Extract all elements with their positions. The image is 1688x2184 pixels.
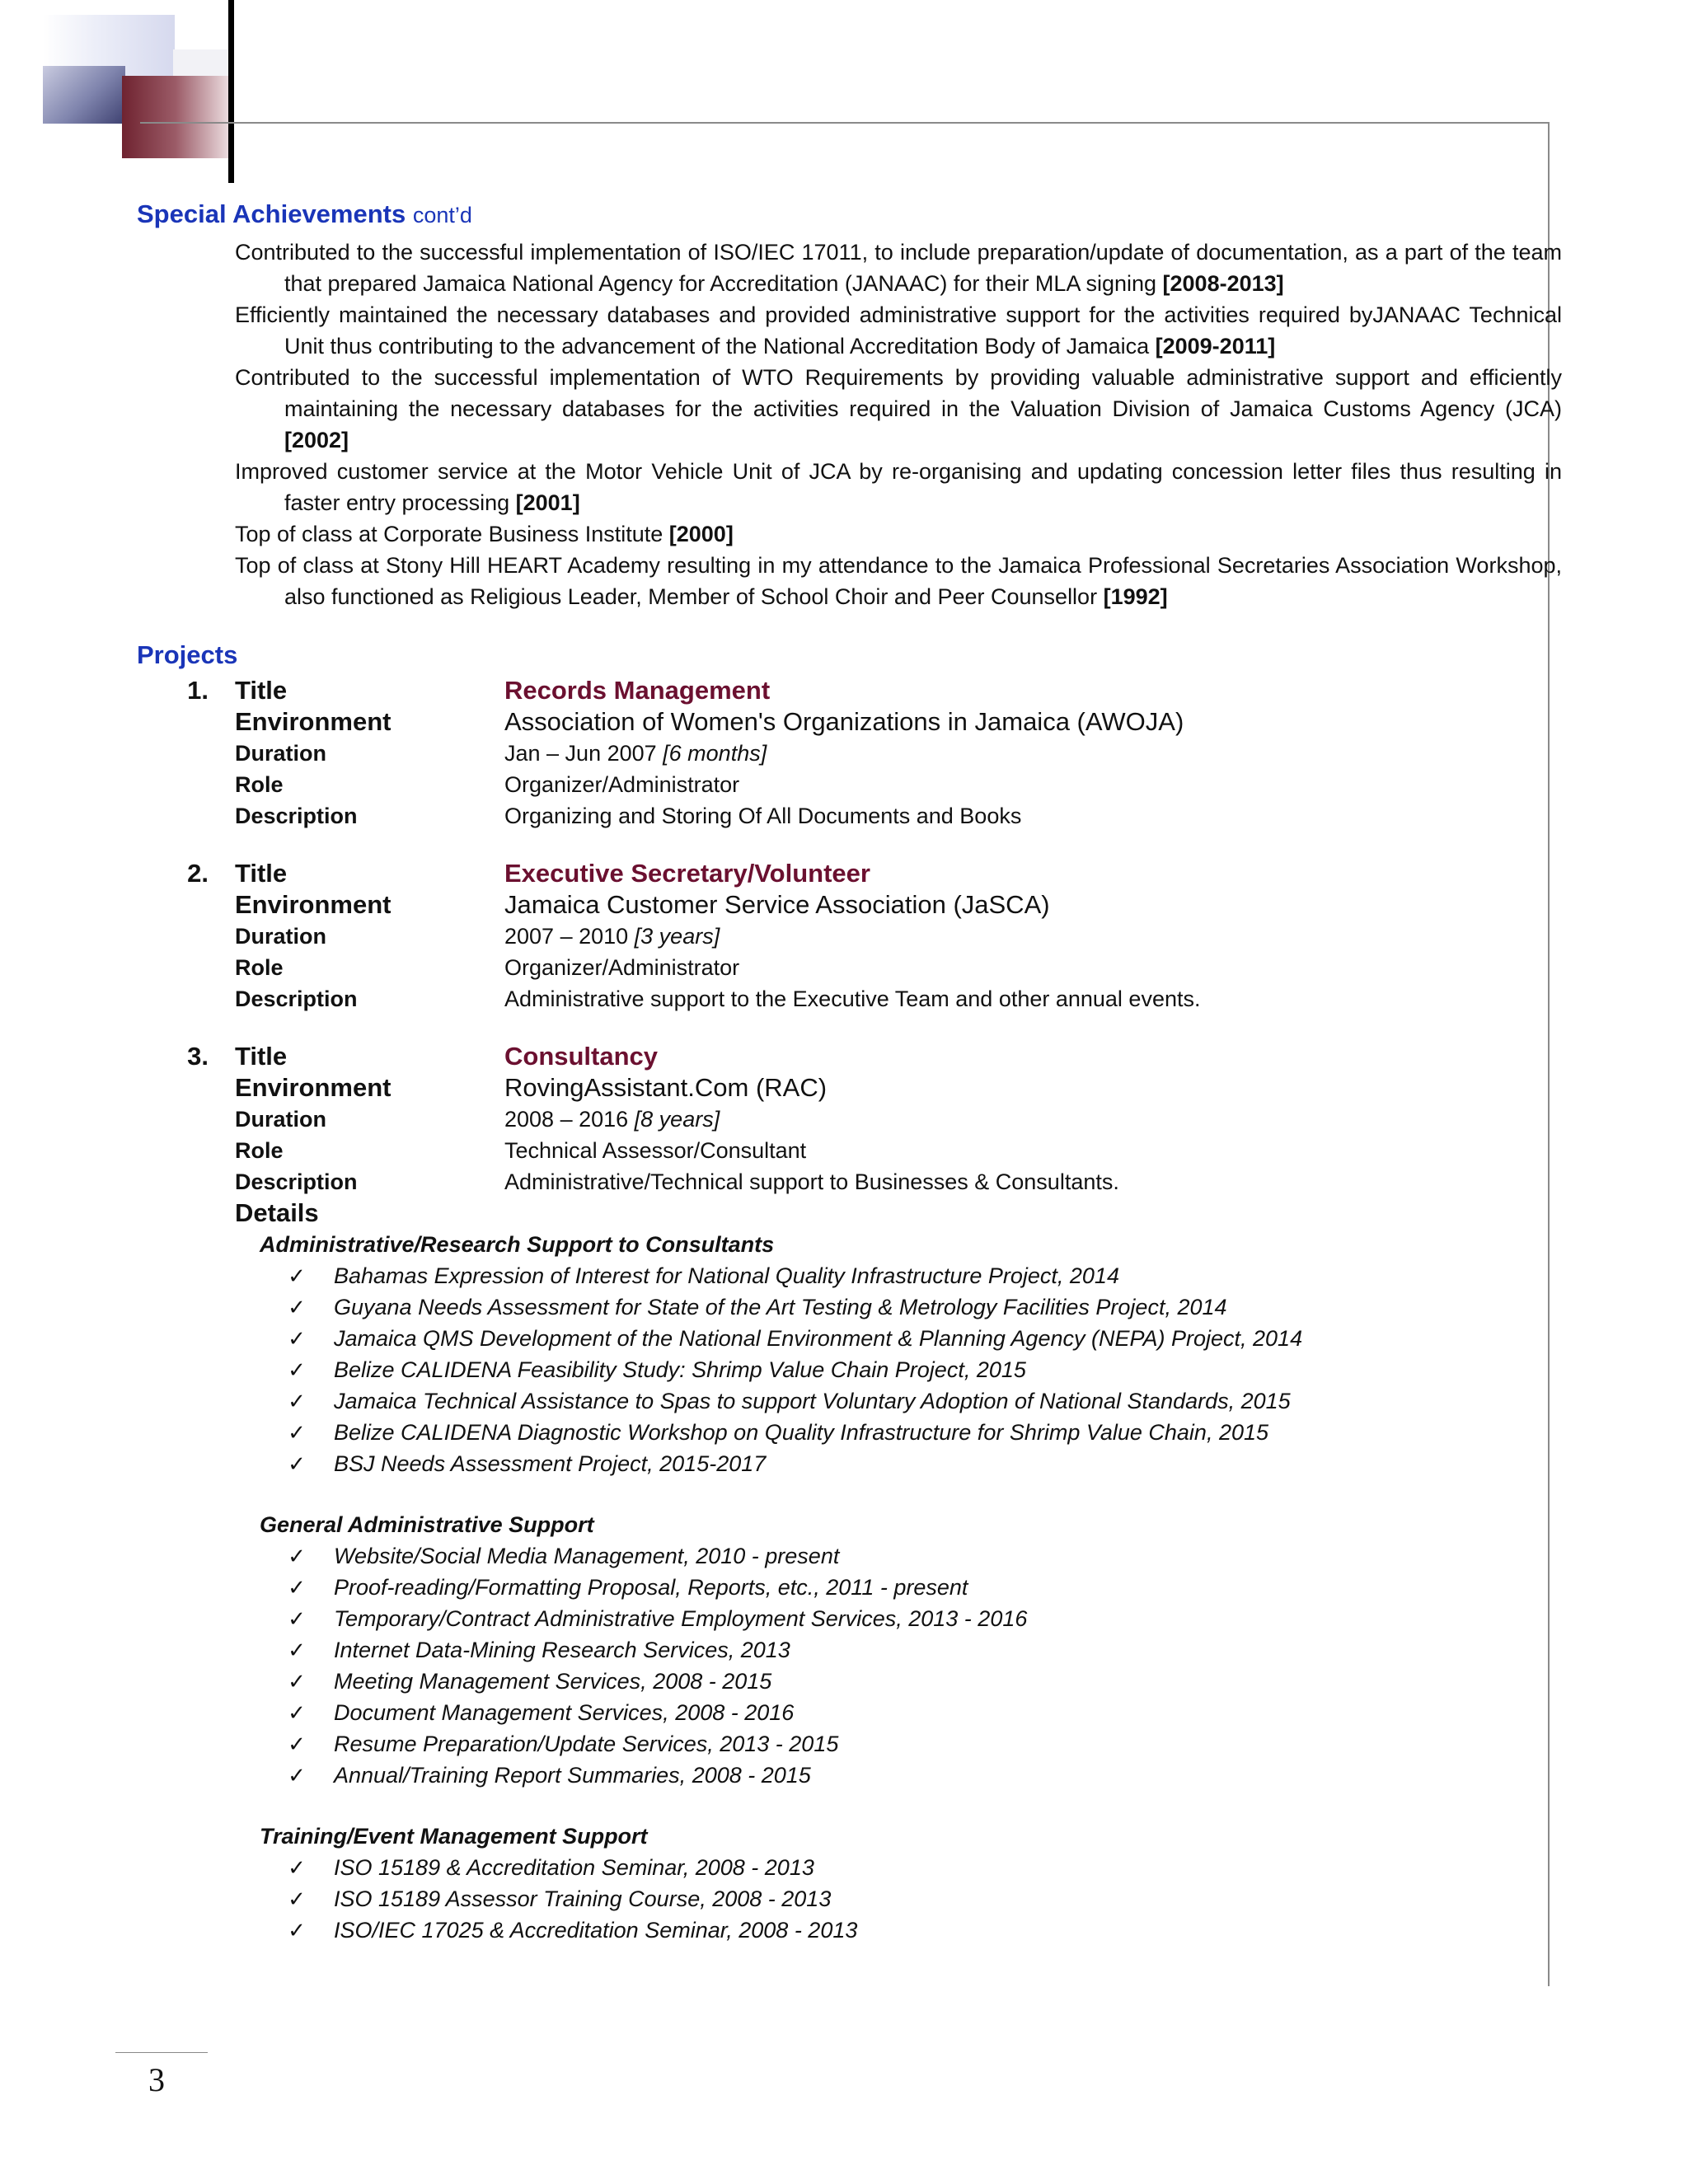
projects-heading: Projects: [137, 640, 238, 669]
achievement-years: [2009-2011]: [1155, 334, 1276, 359]
environment-label: Environment: [235, 707, 392, 736]
checklist-item: [260, 1540, 1538, 1572]
project-environment: Association of Women's Organizations in Jamaica (AWOJA): [504, 707, 1184, 736]
checklist-text: Bahamas Expression of Interest for National Quality Infrastructure Project, 2014: [334, 1263, 1119, 1288]
checkmark-icon: ✓: [288, 1638, 306, 1662]
details-group: [260, 1229, 1538, 1479]
checkmark-icon: ✓: [288, 1357, 306, 1382]
achievements-list: [137, 237, 1562, 612]
project-environment: RovingAssistant.Com (RAC): [504, 1073, 828, 1102]
description-label: Description: [235, 987, 358, 1011]
project-role: Organizer/Administrator: [504, 772, 740, 797]
checklist-text: ISO 15189 Assessor Training Course, 2008 - 2013: [334, 1886, 832, 1911]
duration-label: Duration: [235, 741, 326, 766]
achievement-text: Contributed to the successful implementation of ISO/IEC 17011, to include preparation/update of documentation, as a part of the team that prepared Jamaica National Agency for Accreditation (JANAAC) for their MLA signing: [235, 240, 1562, 296]
checklist-text: Meeting Management Services, 2008 - 2015: [334, 1669, 772, 1694]
checklist-text: Document Management Services, 2008 - 2016: [334, 1700, 795, 1725]
role-label: Role: [235, 772, 284, 797]
checkmark-icon: ✓: [288, 1669, 306, 1694]
achievement-item: [235, 518, 1562, 550]
description-label: Description: [235, 1169, 358, 1194]
checklist-item: [260, 1852, 1538, 1883]
project-entry: [137, 858, 1538, 1015]
checkmark-icon: ✓: [288, 1263, 306, 1288]
achievement-years: [2001]: [515, 490, 580, 515]
project-title: Executive Secretary/Volunteer: [504, 859, 870, 888]
checklist-item: [260, 1760, 1538, 1791]
checklist-item: [260, 1354, 1538, 1385]
project-role: Organizer/Administrator: [504, 955, 740, 980]
environment-label: Environment: [235, 890, 392, 919]
checklist-item: [260, 1883, 1538, 1915]
checklist-item: [260, 1417, 1538, 1448]
checklist-item: [260, 1634, 1538, 1666]
checkmark-icon: ✓: [288, 1295, 306, 1319]
checklist-item: [260, 1728, 1538, 1760]
checkmark-icon: ✓: [288, 1855, 306, 1880]
title-label: Title: [235, 676, 288, 705]
achievement-text: Top of class at Stony Hill HEART Academy resulting in my attendance to the Jamaica Professional Secretaries Association Workshop, also functioned as Religious Leader, Member of School Choir and Peer Counsellor: [235, 553, 1562, 609]
duration-length: [8 years]: [634, 1107, 720, 1132]
project-environment: Jamaica Customer Service Association (JaSCA): [504, 890, 1050, 919]
duration-dates: 2007 – 2010: [504, 924, 635, 949]
checklist-text: ISO 15189 & Accreditation Seminar, 2008 - 2013: [334, 1855, 814, 1880]
checklist-text: Resume Preparation/Update Services, 2013 - 2015: [334, 1732, 839, 1756]
checklist-item: [260, 1572, 1538, 1603]
role-label: Role: [235, 1138, 284, 1163]
project-number: 2.: [187, 859, 209, 888]
checkmark-icon: ✓: [288, 1700, 306, 1725]
checklist-text: Internet Data-Mining Research Services, 2013: [334, 1638, 790, 1662]
environment-label: Environment: [235, 1073, 392, 1102]
details-checklist: [260, 1260, 1538, 1479]
page-number: 3: [148, 2061, 165, 2098]
achievement-text: Efficiently maintained the necessary databases and provided administrative support for the activities required byJANAAC Technical Unit thus contributing to the advancement of the National Accreditation Body of Jamaica: [235, 302, 1562, 359]
checklist-item: [260, 1915, 1538, 1946]
project-duration: [504, 921, 720, 952]
project-duration: [504, 1104, 720, 1135]
checklist-text: Temporary/Contract Administrative Employment Services, 2013 - 2016: [334, 1606, 1028, 1631]
checkmark-icon: ✓: [288, 1886, 306, 1911]
duration-label: Duration: [235, 1107, 326, 1132]
details-group: [260, 1509, 1538, 1791]
checkmark-icon: ✓: [288, 1606, 306, 1631]
special-achievements-title: Special Achievements: [137, 199, 406, 228]
checkmark-icon: ✓: [288, 1544, 306, 1568]
details-checklist: [260, 1540, 1538, 1791]
duration-dates: 2008 – 2016: [504, 1107, 635, 1132]
duration-dates: Jan – Jun 2007: [504, 741, 663, 766]
checkmark-icon: ✓: [288, 1326, 306, 1351]
header-decoration-blue: [43, 66, 125, 124]
project-title: Consultancy: [504, 1042, 659, 1071]
achievement-years: [2000]: [668, 522, 734, 546]
checklist-text: Belize CALIDENA Feasibility Study: Shrimp Value Chain Project, 2015: [334, 1357, 1026, 1382]
project-entry: [137, 675, 1538, 832]
special-achievements-continued: cont’d: [412, 203, 472, 227]
achievement-item: [235, 456, 1562, 518]
special-achievements-heading: [137, 198, 1538, 232]
page-content: [137, 198, 1562, 1946]
achievement-item: [235, 550, 1562, 612]
checkmark-icon: ✓: [288, 1575, 306, 1600]
details-group-title: Administrative/Research Support to Consultants: [260, 1232, 775, 1257]
checkmark-icon: ✓: [288, 1732, 306, 1756]
achievement-item: [235, 237, 1562, 299]
checkmark-icon: ✓: [288, 1420, 306, 1445]
header-horizontal-rule: [140, 122, 1550, 124]
header-vertical-rule: [228, 0, 234, 183]
checklist-text: Jamaica QMS Development of the National Environment & Planning Agency (NEPA) Project, 2014: [334, 1326, 1303, 1351]
details-group: [260, 1821, 1538, 1946]
project-number: 1.: [187, 676, 209, 705]
header-decoration-pale: [173, 49, 231, 79]
description-label: Description: [235, 804, 358, 828]
checkmark-icon: ✓: [288, 1918, 306, 1943]
checklist-item: [260, 1291, 1538, 1323]
checklist-item: [260, 1666, 1538, 1697]
checklist-item: [260, 1603, 1538, 1634]
checklist-item: [260, 1260, 1538, 1291]
project-description: Administrative/Technical support to Businesses & Consultants.: [504, 1169, 1119, 1194]
checklist-text: Belize CALIDENA Diagnostic Workshop on Quality Infrastructure for Shrimp Value Chain, 2015: [334, 1420, 1269, 1445]
title-label: Title: [235, 1042, 288, 1071]
achievement-text: Contributed to the successful implementation of WTO Requirements by providing valuable administrative support and efficiently maintaining the necessary databases for the activities required in the Valuation Division of Jamaica Customs Agency (JCA): [235, 365, 1562, 421]
achievement-item: [235, 299, 1562, 362]
details-group-title: Training/Event Management Support: [260, 1824, 648, 1849]
checklist-text: BSJ Needs Assessment Project, 2015-2017: [334, 1451, 767, 1476]
checklist-item: [260, 1448, 1538, 1479]
project-role: Technical Assessor/Consultant: [504, 1138, 807, 1163]
checklist-text: Website/Social Media Management, 2010 - present: [334, 1544, 840, 1568]
achievement-text: Top of class at Corporate Business Institute: [235, 522, 669, 546]
checklist-text: ISO/IEC 17025 & Accreditation Seminar, 2008 - 2013: [334, 1918, 858, 1943]
footer-rule: [115, 2052, 208, 2053]
header-decoration-maroon: [122, 76, 229, 158]
checklist-text: Annual/Training Report Summaries, 2008 - 2015: [334, 1763, 811, 1788]
duration-length: [6 months]: [663, 741, 767, 766]
project-number: 3.: [187, 1042, 209, 1071]
role-label: Role: [235, 955, 284, 980]
achievement-years: [2008-2013]: [1162, 271, 1284, 296]
duration-label: Duration: [235, 924, 326, 949]
checklist-text: Proof-reading/Formatting Proposal, Reports, etc., 2011 - present: [334, 1575, 968, 1600]
achievement-years: [1992]: [1103, 584, 1168, 609]
achievement-item: [235, 362, 1562, 456]
duration-length: [3 years]: [634, 924, 720, 949]
checklist-text: Jamaica Technical Assistance to Spas to support Voluntary Adoption of National Standards, 2015: [334, 1389, 1291, 1413]
project-duration: [504, 738, 767, 769]
details-heading: Details: [235, 1198, 319, 1227]
checklist-item: [260, 1697, 1538, 1728]
project-description: Organizing and Storing Of All Documents and Books: [504, 804, 1022, 828]
checklist-text: Guyana Needs Assessment for State of the Art Testing & Metrology Facilities Project, 2014: [334, 1295, 1227, 1319]
achievement-years: [2002]: [284, 428, 349, 452]
checkmark-icon: ✓: [288, 1763, 306, 1788]
details-checklist: [260, 1852, 1538, 1946]
checklist-item: [260, 1323, 1538, 1354]
checklist-item: [260, 1385, 1538, 1417]
project-entry: [137, 1041, 1538, 1946]
project-description: Administrative support to the Executive Team and other annual events.: [504, 987, 1201, 1011]
checkmark-icon: ✓: [288, 1389, 306, 1413]
details-group-title: General Administrative Support: [260, 1512, 594, 1537]
project-title: Records Management: [504, 676, 771, 705]
achievement-text: Improved customer service at the Motor Vehicle Unit of JCA by re-organising and updating concession letter files thus resulting in faster entry processing: [235, 459, 1562, 515]
title-label: Title: [235, 859, 288, 888]
checkmark-icon: ✓: [288, 1451, 306, 1476]
